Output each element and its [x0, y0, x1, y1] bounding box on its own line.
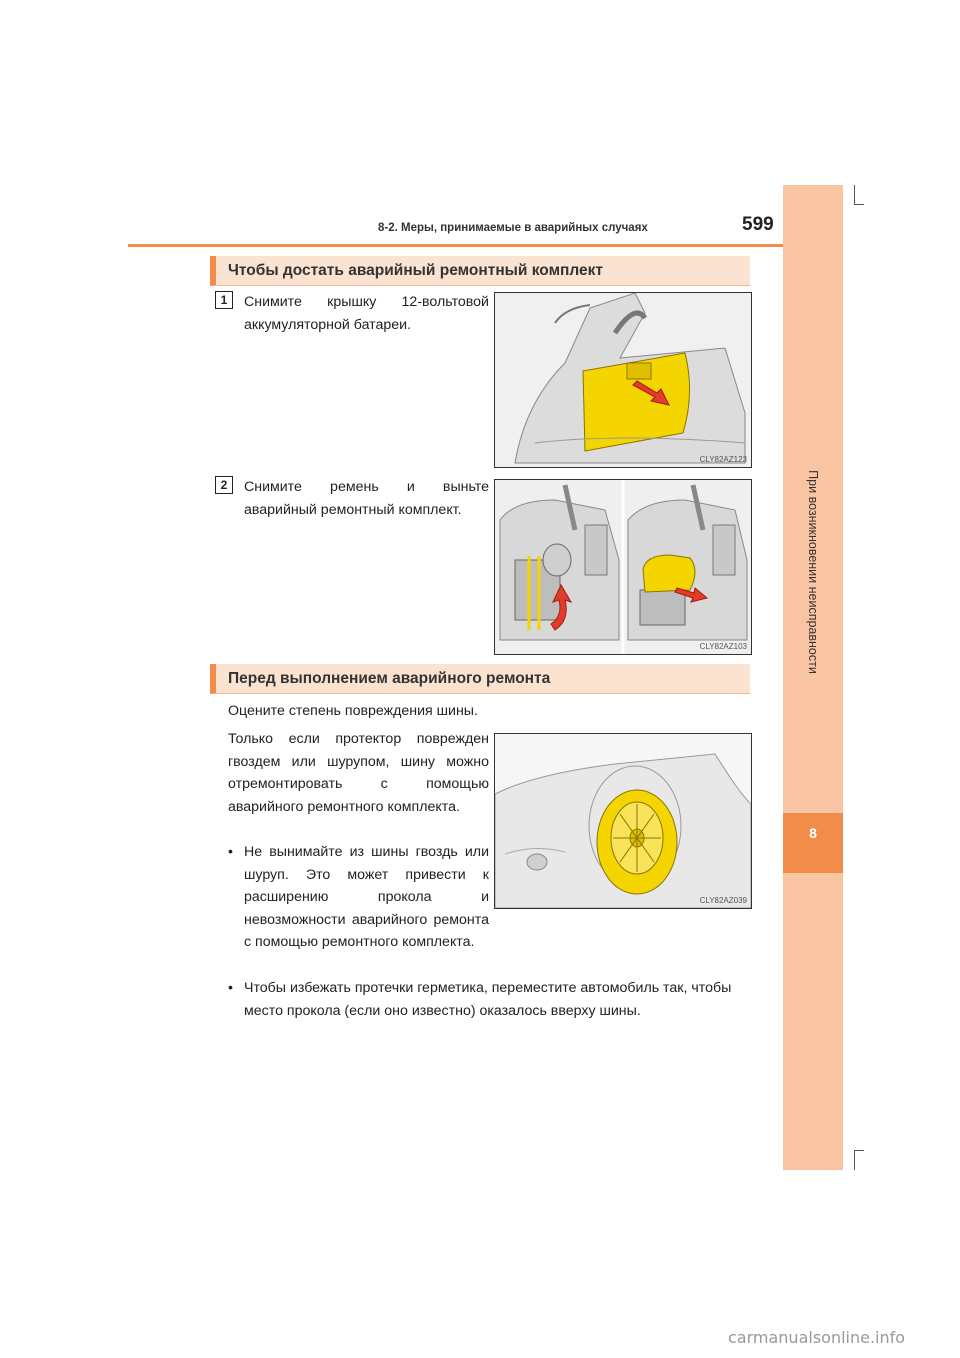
- chapter-title: При возникновении неисправности: [806, 470, 820, 674]
- step-number-badge: 2: [215, 476, 233, 494]
- kit-removal-illustration: [495, 480, 751, 654]
- crop-mark: [854, 204, 864, 205]
- body-paragraph: Только если протектор поврежден гвоздем или шурупом, шину можно отремонтировать с помощью аварийного ремонтного комплекта.: [228, 731, 489, 815]
- bullet-text: Чтобы избежать протечки герметика, переместите автомобиль так, чтобы место прокола (если оно известно) оказалось вверху шины.: [244, 980, 732, 1019]
- tire-illustration: [495, 734, 751, 908]
- figure-remove-kit: [494, 479, 752, 655]
- section-heading: [210, 256, 750, 286]
- running-header: 8-2. Меры, принимаемые в аварийных случаях: [378, 222, 648, 234]
- figure-code: CLY82AZ039: [699, 896, 747, 905]
- chapter-side-tab: [783, 185, 843, 1170]
- chapter-number: 8: [809, 825, 817, 841]
- step-text: Снимите крышку 12-вольтовой аккумуляторной батареи.: [244, 294, 489, 333]
- figure-tire: [494, 733, 752, 909]
- bullet-item: [228, 977, 750, 1027]
- watermark: carmanualsonline.info: [728, 1328, 906, 1347]
- chapter-number-box: [783, 813, 843, 873]
- intro-text: Оцените степень повреждения шины.: [228, 703, 478, 719]
- crop-mark: [854, 1150, 855, 1170]
- section-title: Чтобы достать аварийный ремонтный комплект: [228, 262, 604, 279]
- header-rule: [128, 244, 783, 247]
- step-number-badge: 1: [215, 291, 233, 309]
- figure-battery-cover: [494, 292, 752, 468]
- page-number: 599: [742, 214, 774, 235]
- trunk-illustration: [495, 293, 751, 467]
- figure-code: CLY82AZ123: [699, 455, 747, 464]
- bullet-item: [228, 841, 489, 981]
- bullet-dot: •: [228, 844, 233, 860]
- section-title: Перед выполнением аварийного ремонта: [228, 670, 551, 687]
- crop-mark: [854, 1150, 864, 1151]
- bullet-text: Не вынимайте из шины гвоздь или шуруп. Это может привести к расширению прокола и невозможности аварийного ремонта с помощью ремонтного комплекта.: [244, 844, 489, 951]
- step-text: Снимите ремень и выньте аварийный ремонтный комплект.: [244, 479, 489, 518]
- figure-code: CLY82AZ103: [699, 642, 747, 651]
- bullet-dot: •: [228, 980, 233, 996]
- crop-mark: [854, 185, 855, 205]
- section-heading: [210, 664, 750, 694]
